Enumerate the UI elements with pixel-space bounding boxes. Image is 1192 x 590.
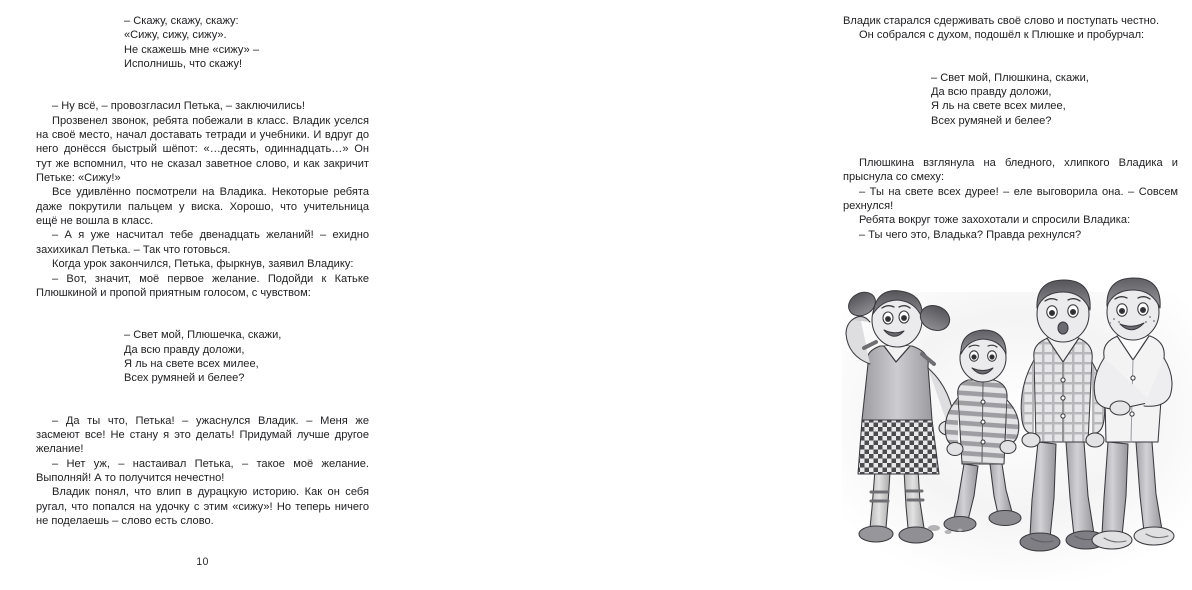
right-page xyxy=(405,0,1178,590)
paragraph: Владик старался сдерживать своё слово и поступать честно. xyxy=(843,15,1160,27)
page-number: 10 xyxy=(196,556,209,568)
paragraph: – Ты на свете всех дурее! – еле выговорила она. – Совсем рехнулся! xyxy=(843,185,1178,213)
verse-line: Да всю правду доложи, xyxy=(931,86,1052,99)
opening-verse xyxy=(124,14,369,71)
song-verse-left xyxy=(124,328,369,385)
paragraph: – Ну всё, – провозгласил Петька, – заключились! xyxy=(52,100,305,113)
paragraph: Он собрался с духом, подошёл к Плюшке и пробурчал: xyxy=(859,29,1145,42)
verse-line: – Свет мой, Плюшкина, скажи, xyxy=(931,71,1089,84)
spacer xyxy=(36,71,369,99)
paragraph: Владик понял, что влип в дурацкую историю. Как он себя ругал, что попался на удочку с этим «сижу»! Но теперь ничего не поделаешь – слово есть слово. xyxy=(36,486,369,527)
verse-line: – Свет мой, Плюшечка, скажи, xyxy=(124,329,282,342)
spacer xyxy=(36,300,369,328)
verse-line: – Скажу, скажу, скажу: xyxy=(124,15,239,27)
verse-line: Я ль на свете всех милее, xyxy=(931,100,1066,113)
left-page-text-column xyxy=(36,14,369,528)
spacer xyxy=(36,386,369,414)
spacer xyxy=(843,43,1178,71)
verse-line: Не скажешь мне «сижу» – xyxy=(124,43,259,56)
verse-line: Всех румяней и белее? xyxy=(931,114,1052,127)
paragraph: – Да ты что, Петька! – ужаснулся Владик. – Меня же засмеют все! Не стану я это делать! Придумай лучше другое желание! xyxy=(36,414,369,456)
verse-line: Да всю правду доложи, xyxy=(124,343,245,356)
paragraph: – Нет уж, – настаивал Петька, – такое моё желание. Выполняй! А то получится нечестно! xyxy=(36,457,369,484)
right-page-text-column xyxy=(843,14,1178,242)
paragraph: – А я уже насчитал тебе двенадцать желаний! – ехидно захихикал Петька. – Так что готовься. xyxy=(36,229,369,256)
left-page xyxy=(0,0,405,590)
paragraph: Ребята вокруг тоже захохотали и спросили Владика: xyxy=(859,214,1131,227)
verse-line: Всех румяней и белее? xyxy=(124,372,245,385)
paragraph: Плюшкина взглянула на бледного, хлипкого Владика и прыснула со смеху: xyxy=(843,157,1178,184)
paragraph: – Вот, значит, моё первое желание. Подойди к Катьке Плюшкиной и пропой приятным голосом, с чувством: xyxy=(36,272,369,299)
verse-line: Я ль на свете всех милее, xyxy=(124,357,259,370)
verse-line: «Сижу, сижу, сижу». xyxy=(124,29,227,42)
paragraph: – Ты чего это, Владька? Правда рехнулся? xyxy=(859,228,1082,241)
paragraph: Когда урок закончился, Петька, фыркнув, заявил Владику: xyxy=(52,258,354,271)
spacer xyxy=(843,128,1178,156)
paragraph: Прозвенел звонок, ребята побежали в класс. Владик уселся на своё место, начал доставать тетради и учебники. И вдруг до него донёсся быстрый шёпот: «…десять, одиннадцать…» Он тут же вспомнил, что не сказал заветное слово, и как закричит Петьке: «Сижу!» xyxy=(36,114,369,185)
paragraph: Все удивлённо посмотрели на Владика. Некоторые ребята даже покрутили пальцем у виска. Хорошо, что учительница ещё не вошла в класс. xyxy=(36,186,369,228)
verse-line: Исполнишь, что скажу! xyxy=(124,58,243,71)
song-verse-right xyxy=(931,71,1178,128)
illustration-four-children xyxy=(842,292,1192,580)
